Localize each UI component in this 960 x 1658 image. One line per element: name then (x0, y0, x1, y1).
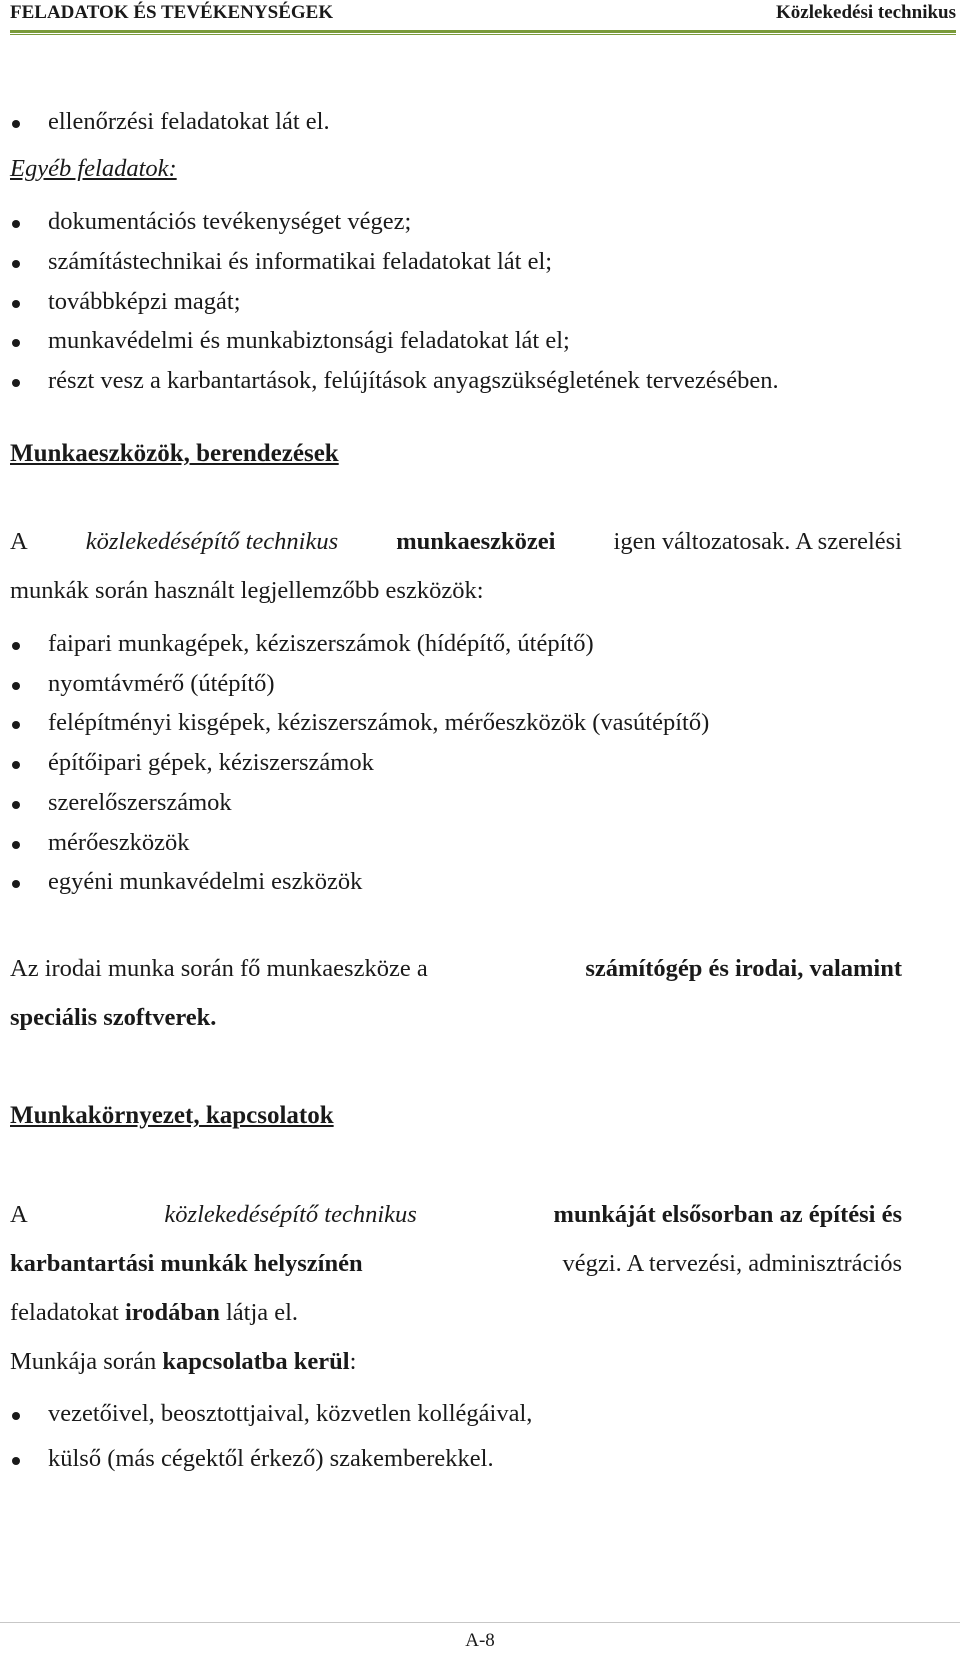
list-item-text: számítástechnikai és informatikai feladatokat lát el; (48, 248, 553, 275)
list-item-text: ellenőrzési feladatokat lát el. (48, 108, 330, 135)
list-item-text: dokumentációs tevékenységet végez; (48, 208, 412, 235)
bullet-icon (12, 379, 20, 387)
environment-paragraph-line2 (10, 1250, 902, 1278)
bullet-icon (12, 682, 20, 690)
list-item-text: munkavédelmi és munkabiztonsági feladatokat lát el; (48, 327, 570, 354)
bullet-icon (12, 721, 20, 729)
text-bold: irodában (124, 1299, 220, 1326)
text-span: A (10, 1201, 28, 1228)
header-document-title: Közlekedési technikus (776, 2, 956, 23)
bullet-icon (12, 841, 20, 849)
bullet-icon (12, 220, 20, 228)
footer-divider (0, 1622, 960, 1623)
job-title-italic: közlekedésépítő technikus (85, 528, 339, 555)
list-item-text: építőipari gépek, kéziszerszámok (48, 749, 374, 776)
list-item-text: faipari munkagépek, kéziszerszámok (hídépítő, útépítő) (48, 630, 594, 657)
text-span: A (10, 528, 28, 555)
list-item-text: egyéni munkavédelmi eszközök (48, 868, 363, 895)
bullet-icon (12, 300, 20, 308)
text-span: látja el. (225, 1299, 299, 1326)
office-paragraph-line1 (10, 955, 902, 983)
text-span: igen változatosak. A szerelési (613, 528, 902, 555)
bullet-icon (12, 339, 20, 347)
bullet-icon (12, 260, 20, 268)
list-item-text: továbbképzi magát; (48, 288, 241, 315)
text-span: : (349, 1348, 357, 1375)
page-header (10, 2, 956, 28)
text-span: feladatokat (10, 1299, 119, 1326)
list-item-text: részt vesz a karbantartások, felújítások anyagszükségletének tervezésében. (48, 367, 779, 394)
contacts-intro (10, 1348, 356, 1376)
section-heading-tools: Munkaeszközök, berendezések (10, 440, 339, 467)
job-title-italic: közlekedésépítő technikus (164, 1201, 417, 1228)
header-chapter-title: FELADATOK ÉS TEVÉKENYSÉGEK (10, 2, 334, 23)
bullet-icon (12, 1412, 20, 1420)
section-heading-environment: Munkakörnyezet, kapcsolatok (10, 1102, 334, 1129)
header-divider (10, 30, 956, 33)
list-item-text: külső (más cégektől érkező) szakemberekkel. (48, 1445, 494, 1472)
list-item-text: nyomtávmérő (útépítő) (48, 670, 275, 697)
text-span: végzi. A tervezési, adminisztrációs (562, 1250, 902, 1277)
list-item-text: felépítményi kisgépek, kéziszerszámok, mérőeszközök (vasútépítő) (48, 709, 710, 736)
tools-paragraph-line1 (10, 528, 902, 556)
environment-paragraph-line1 (10, 1201, 902, 1229)
bullet-icon (12, 880, 20, 888)
tools-paragraph-line2: munkák során használt legjellemzőbb eszközök: (10, 577, 484, 604)
list-item-text: mérőeszközök (48, 829, 190, 856)
office-paragraph-line2: speciális szoftverek. (10, 1004, 217, 1031)
bullet-icon (12, 801, 20, 809)
environment-paragraph-line3 (10, 1299, 298, 1327)
egyeb-title: Egyéb feladatok: (10, 155, 177, 182)
text-bold: számítógép és irodai, valamint (585, 955, 902, 982)
page-number: A-8 (465, 1630, 495, 1651)
text-bold: kapcsolatba kerül (162, 1348, 350, 1375)
text-bold: munkáját elsősorban az építési és (553, 1201, 902, 1228)
text-bold: karbantartási munkák helyszínén (10, 1250, 363, 1277)
text-span: Munkája során (10, 1348, 157, 1375)
bullet-icon (12, 1457, 20, 1465)
text-bold: munkaeszközei (396, 528, 556, 555)
list-item-text: szerelőszerszámok (48, 789, 232, 816)
bullet-icon (12, 642, 20, 650)
bullet-icon (12, 761, 20, 769)
list-item-text: vezetőivel, beosztottjaival, közvetlen kollégáival, (48, 1400, 533, 1427)
bullet-icon (12, 120, 20, 128)
text-span: Az irodai munka során fő munkaeszköze a (10, 955, 428, 982)
header-divider-thin (10, 34, 956, 35)
